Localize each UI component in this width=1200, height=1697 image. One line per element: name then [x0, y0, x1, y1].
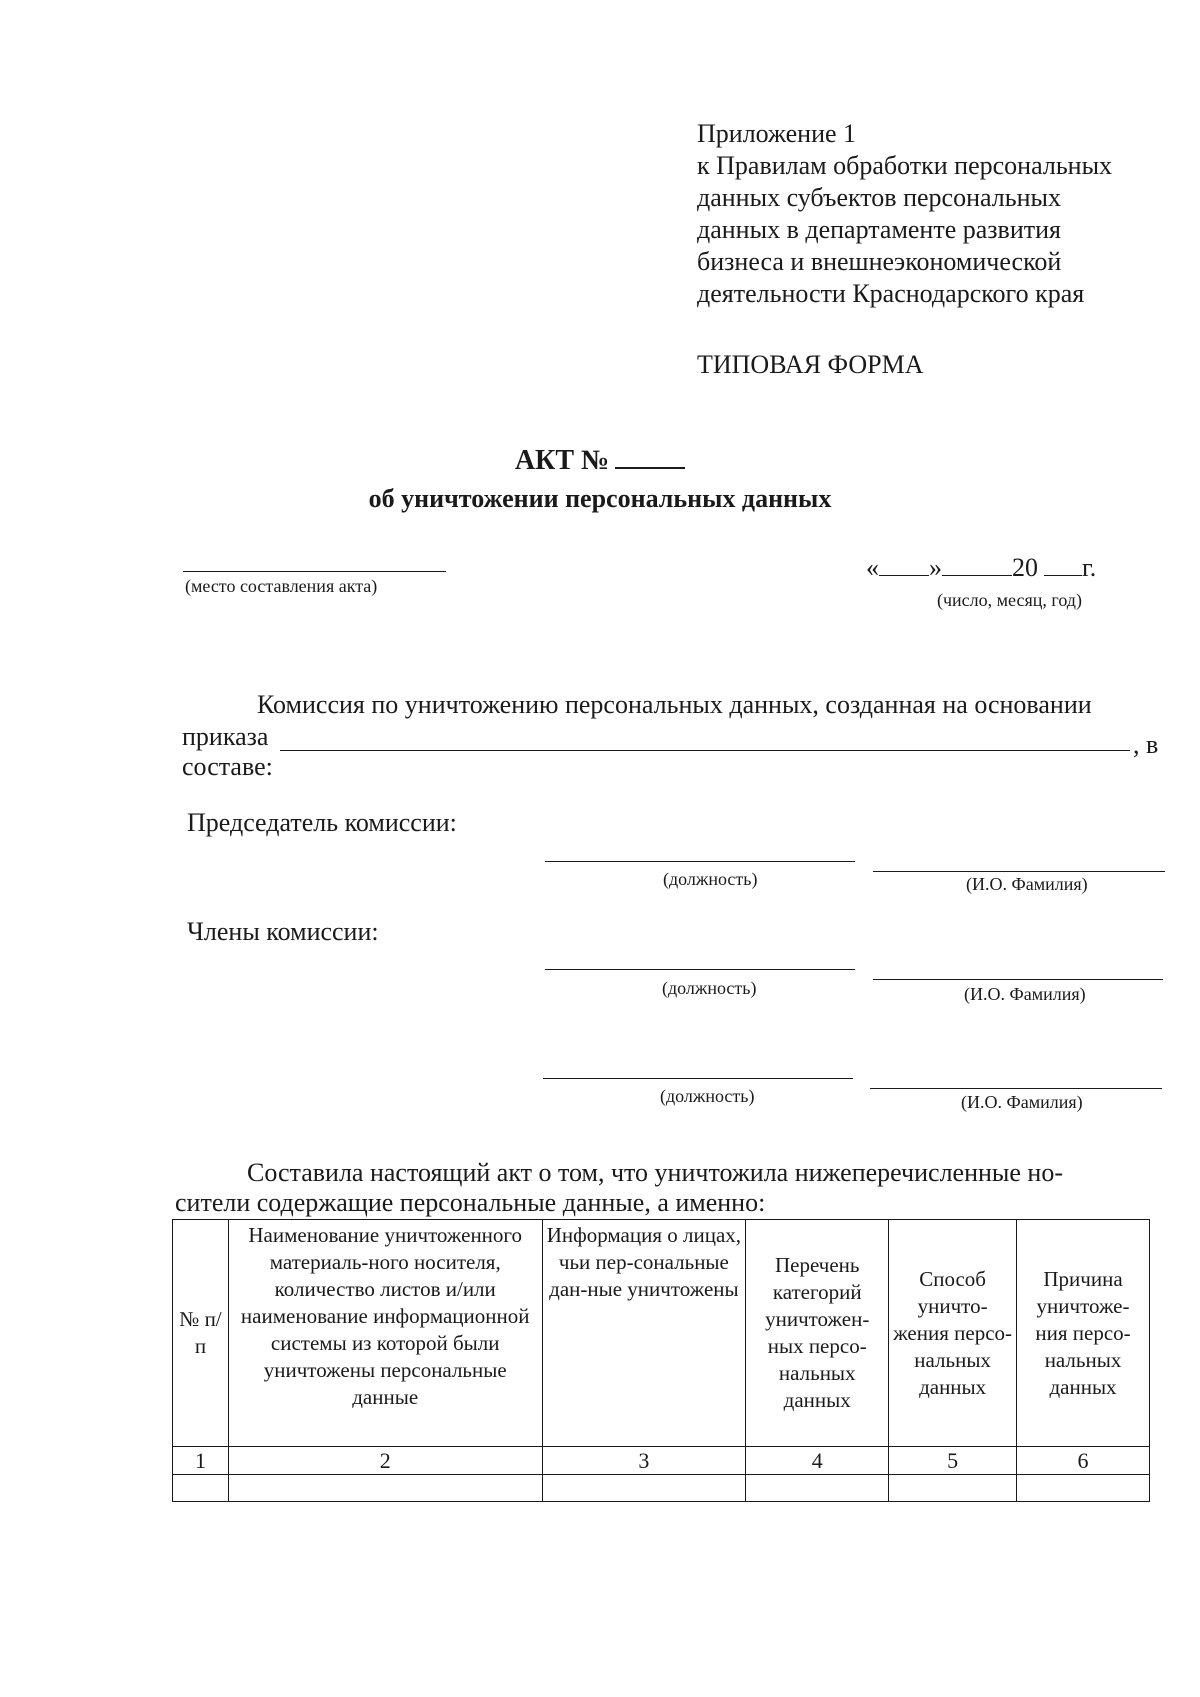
year-prefix: 20 [1012, 553, 1038, 582]
date-close-quote: » [929, 553, 942, 582]
year-field [1044, 553, 1082, 576]
date-open-quote: « [866, 553, 879, 582]
member2-position-caption: (должность) [660, 1086, 755, 1106]
col-header-carrier: Наименование уничтоженного материаль-ного носителя, количество листов и/или наименование информационной системы из которой были уничтожены персональные данные [228, 1220, 542, 1447]
day-field [879, 553, 929, 576]
appendix-line: данных в департаменте развития [697, 215, 1061, 244]
table-cell[interactable] [228, 1475, 542, 1502]
appendix-line: к Правилам обработки персональных [697, 151, 1113, 180]
member1-name-line [873, 979, 1163, 980]
composition-label: составе: [182, 752, 273, 781]
chair-name-line [873, 871, 1165, 872]
place-caption: (место составления акта) [185, 576, 378, 596]
appendix-line: Приложение 1 [697, 119, 857, 148]
date-row [866, 553, 1096, 583]
member1-position-line [545, 969, 855, 970]
table-row [173, 1475, 1150, 1502]
col-header-reason: Причина уничтоже-ния персо-нальных данных [1017, 1220, 1150, 1447]
col-number-2: 2 [228, 1447, 542, 1475]
order-suffix: , в [1133, 730, 1159, 759]
table-cell[interactable] [542, 1475, 746, 1502]
member2-position-line [543, 1078, 853, 1079]
order-label: приказа [182, 722, 269, 751]
member2-name-caption: (И.О. Фамилия) [961, 1092, 1083, 1112]
act-title-text: АКТ № [514, 445, 610, 476]
member2-name-line [870, 1088, 1162, 1089]
col-header-number: № п/п [173, 1220, 229, 1447]
member1-name-caption: (И.О. Фамилия) [964, 984, 1086, 1004]
table-row [173, 1447, 1150, 1475]
place-line [183, 571, 446, 572]
act-title [0, 445, 1200, 477]
col-number-5: 5 [889, 1447, 1017, 1475]
year-suffix: г. [1082, 553, 1097, 582]
chair-label: Председатель комиссии: [187, 808, 457, 837]
form-type-label: ТИПОВАЯ ФОРМА [697, 350, 924, 379]
date-caption: (число, месяц, год) [937, 590, 1082, 610]
col-number-6: 6 [1017, 1447, 1150, 1475]
appendix-line: деятельности Краснодарского края [697, 279, 1085, 308]
chair-position-caption: (должность) [663, 869, 758, 889]
chair-name-caption: (И.О. Фамилия) [966, 874, 1088, 894]
order-field [280, 750, 1130, 751]
table-header-row [173, 1220, 1150, 1447]
appendix-line: бизнеса и внешнеэкономической [697, 247, 1062, 276]
appendix-block [697, 118, 1112, 310]
col-header-categories: Перечень категорий уничтожен-ных персо-нальных данных [746, 1220, 889, 1447]
statement-line1: Составила настоящий акт о том, что уничтожила нижеперечисленные но- [247, 1158, 1064, 1187]
col-number-4: 4 [746, 1447, 889, 1475]
act-number-field [615, 445, 685, 469]
member1-position-caption: (должность) [662, 978, 757, 998]
table-cell[interactable] [889, 1475, 1017, 1502]
appendix-line: данных субъектов персональных [697, 183, 1061, 212]
table-cell[interactable] [746, 1475, 889, 1502]
statement-line2: сители содержащие персональные данные, а именно: [175, 1188, 766, 1217]
table-cell[interactable] [1017, 1475, 1150, 1502]
col-number-3: 3 [542, 1447, 746, 1475]
col-header-persons: Информация о лицах, чьи пер-сональные дан-ные уничтожены [542, 1220, 746, 1447]
destroyed-data-table [172, 1219, 1150, 1502]
month-field [942, 553, 1012, 576]
col-number-1: 1 [173, 1447, 229, 1475]
col-header-method: Способ уничто-жения персо-нальных данных [889, 1220, 1017, 1447]
table-cell[interactable] [173, 1475, 229, 1502]
act-subtitle: об уничтожении персональных данных [368, 484, 832, 513]
chair-position-line [545, 861, 855, 862]
members-label: Члены комиссии: [187, 917, 379, 946]
commission-line1: Комиссия по уничтожению персональных данных, созданная на основании [257, 690, 1092, 719]
